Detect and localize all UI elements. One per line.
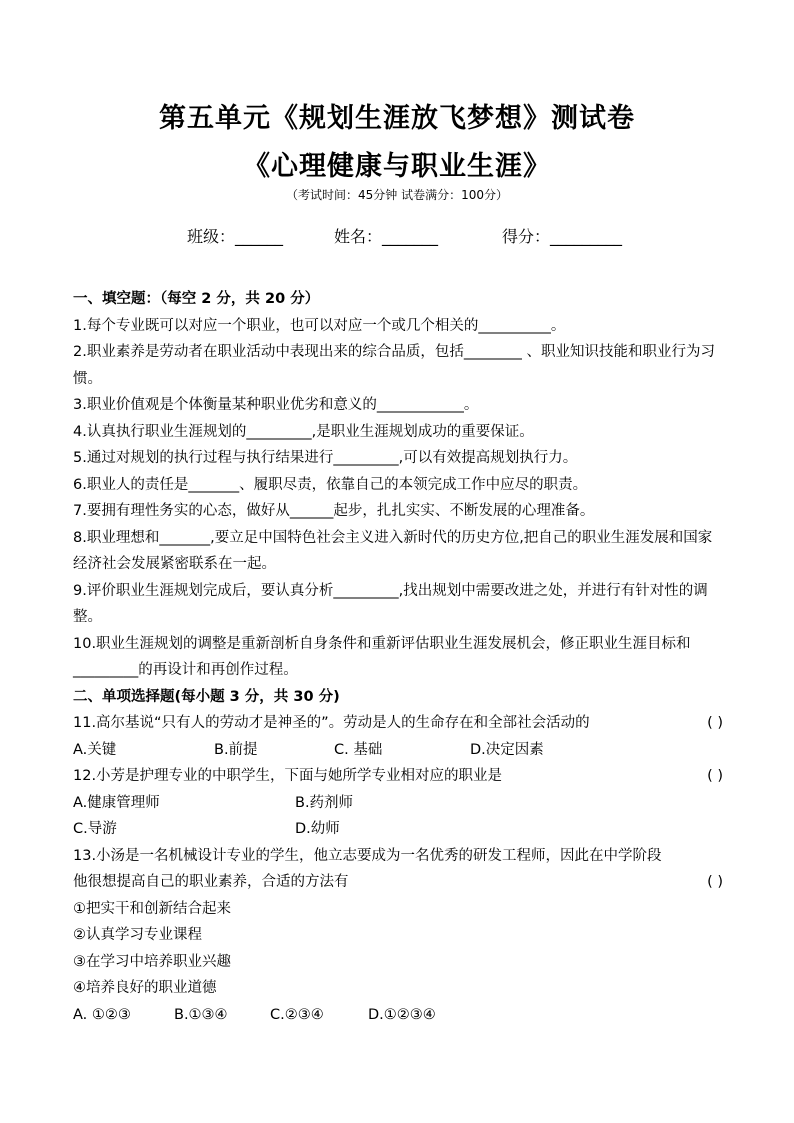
- option-d[interactable]: D.决定因素: [470, 741, 544, 758]
- question-3: 3.职业价值观是个体衡量某种职业优劣和意义的____________。: [73, 397, 479, 413]
- question-13-item-4: ④培养良好的职业道德: [73, 980, 217, 996]
- exam-content: [73, 286, 723, 1028]
- option-a[interactable]: A. ①②③: [73, 1006, 131, 1023]
- question-9: 9.评价职业生涯规划完成后，要认真分析_________,找出规划中需要改进之处，并进行有针对性的调整。: [73, 582, 708, 625]
- option-c[interactable]: C. 基础: [334, 741, 383, 758]
- question-2: 2.职业素养是劳动者在职业活动中表现出来的综合品质，包括________ 、职业知识技能和职业行为习惯。: [73, 344, 715, 387]
- question-13-item-2: ②认真学习专业课程: [73, 927, 202, 943]
- answer-paren-12[interactable]: ( ): [707, 768, 723, 784]
- student-info-line: [187, 224, 622, 247]
- question-13-line1: 13.小汤是一名机械设计专业的学生，他立志要成为一名优秀的研发工程师，因此在中学阶段: [73, 847, 662, 864]
- page-subtitle-title: 《心理健康与职业生涯》: [243, 151, 551, 182]
- question-12-options-row2: [73, 816, 723, 843]
- option-c[interactable]: C.导游: [73, 821, 117, 837]
- option-d[interactable]: D.幼师: [295, 821, 340, 837]
- option-b[interactable]: B.药剂师: [295, 794, 354, 811]
- question-11: [73, 710, 723, 737]
- section-title-fill-blank: 一、填空题：（每空 2 分，共 20 分）: [73, 291, 320, 307]
- question-11-stem: 11.高尔基说“只有人的劳动才是神圣的”。劳动是人的生命存在和全部社会活动的: [73, 715, 590, 731]
- option-b[interactable]: B.①③④: [174, 1006, 228, 1023]
- question-13-item-1: ①把实干和创新结合起来: [73, 900, 231, 917]
- option-d[interactable]: D.①②③④: [368, 1006, 436, 1023]
- question-10: 10.职业生涯规划的调整是重新剖析自身条件和重新评估职业生涯发展机会，修正职业生涯目标和_________的再设计和再创作过程。: [73, 635, 691, 678]
- page-title: 第五单元《规划生涯放飞梦想》测试卷: [159, 103, 635, 134]
- question-4: 4.认真执行职业生涯规划的_________,是职业生涯规划成功的重要保证。: [73, 423, 534, 440]
- question-12: [73, 763, 723, 790]
- question-13-options: [73, 1002, 723, 1029]
- question-11-options: [73, 737, 723, 764]
- question-8: 8.职业理想和_______,要立足中国特色社会主义进入新时代的历史方位,把自己的职业生涯发展和国家经济社会发展紧密联系在一起。: [73, 529, 713, 572]
- question-12-options-row1: [73, 790, 723, 817]
- name-field[interactable]: 姓名：_______: [334, 227, 439, 246]
- option-a[interactable]: A.健康管理师: [73, 794, 160, 811]
- option-a[interactable]: A.关键: [73, 741, 117, 758]
- answer-paren-11[interactable]: ( ): [707, 715, 723, 731]
- class-field[interactable]: 班级：______: [187, 227, 284, 246]
- question-12-stem: 12.小芳是护理专业的中职学生，下面与她所学专业相对应的职业是: [73, 768, 503, 784]
- question-13-line2: [73, 869, 723, 896]
- question-13-stem: 他很想提高自己的职业素养，合适的方法有: [73, 874, 349, 890]
- answer-paren-13[interactable]: ( ): [707, 874, 723, 890]
- score-field[interactable]: 得分：_________: [502, 227, 623, 246]
- question-7: 7.要拥有理性务实的心态，做好从______起步，扎扎实实、不断发展的心理准备。: [73, 503, 595, 519]
- section-title-single-choice: 二、单项选择题(每小题 3 分，共 30 分): [73, 688, 340, 705]
- question-5: 5.通过对规划的执行过程与执行结果进行_________,可以有效提高规划执行力。: [73, 450, 578, 466]
- question-13-item-3: ③在学习中培养职业兴趣: [73, 953, 231, 970]
- option-c[interactable]: C.②③④: [270, 1006, 324, 1023]
- exam-info: （考试时间：45分钟 试卷满分：100分）: [286, 188, 508, 202]
- option-b[interactable]: B.前提: [214, 741, 258, 758]
- question-1: 1.每个专业既可以对应一个职业，也可以对应一个或几个相关的__________。: [73, 317, 566, 334]
- question-6: 6.职业人的责任是_______、履职尽责，依靠自己的本领完成工作中应尽的职责。: [73, 476, 588, 493]
